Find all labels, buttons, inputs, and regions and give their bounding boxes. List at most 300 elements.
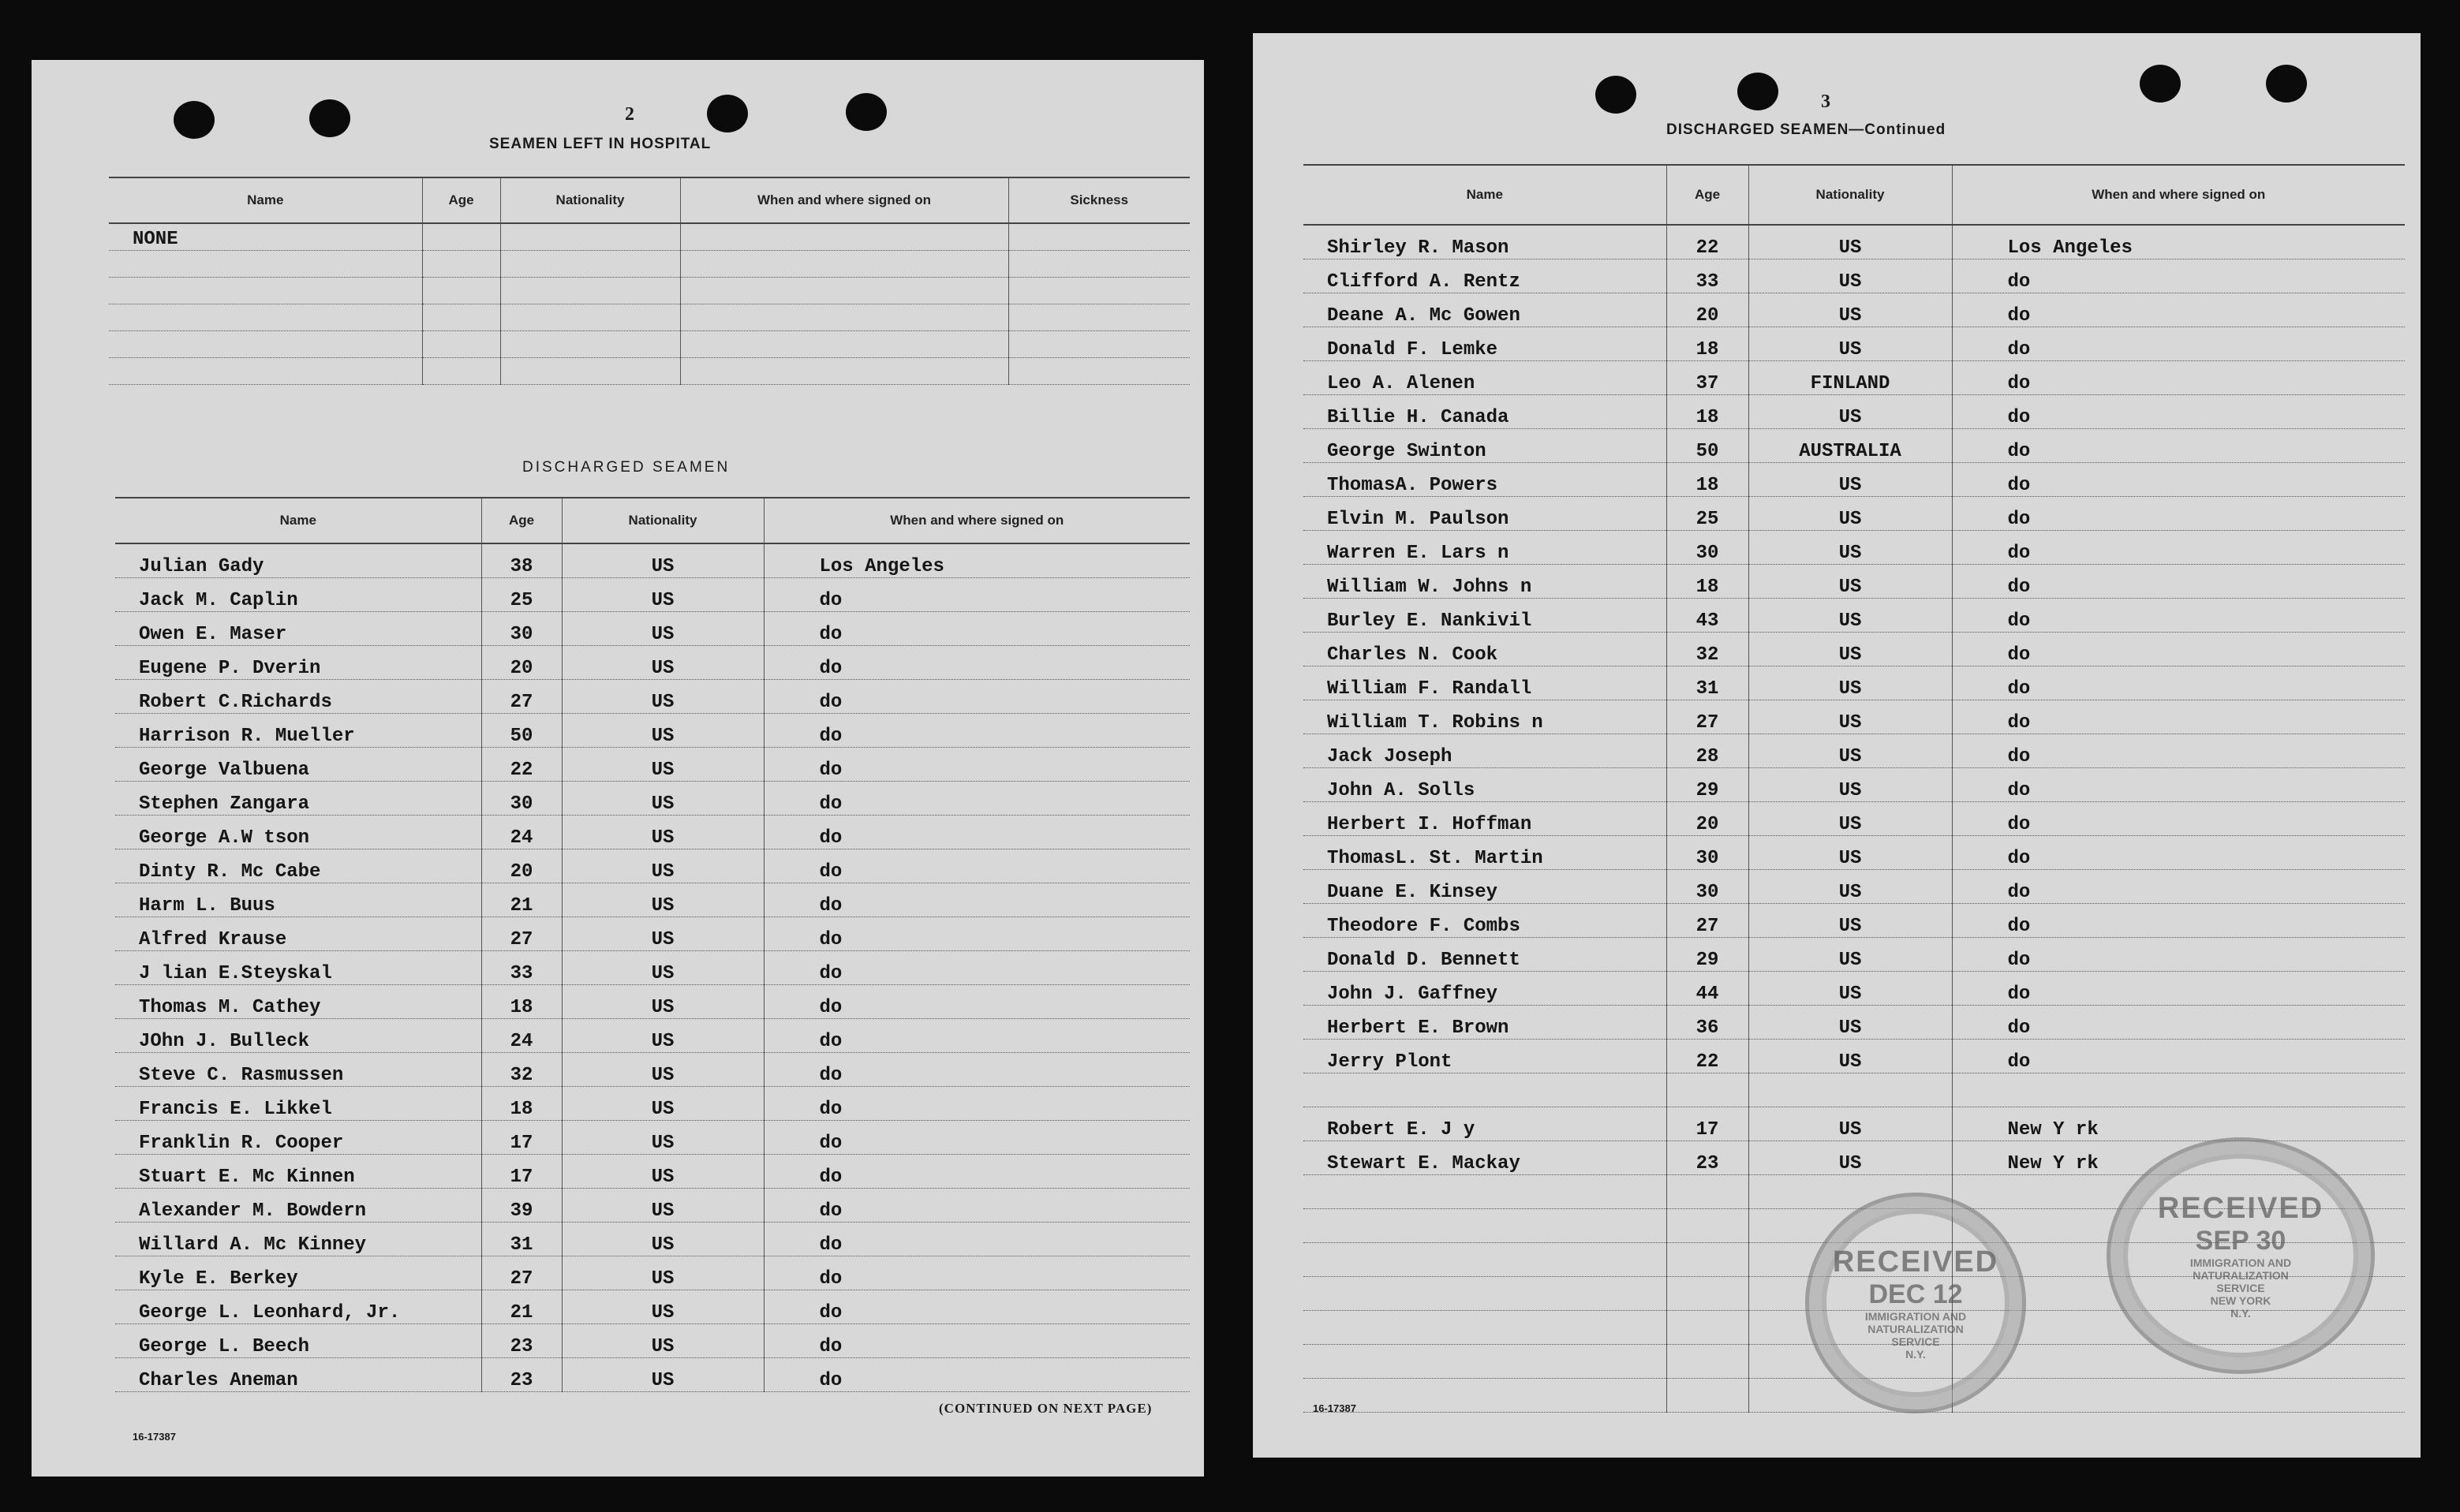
age-cell xyxy=(422,304,500,330)
age-cell xyxy=(1666,1378,1748,1412)
age-cell: 25 xyxy=(481,577,562,611)
name-cell: Harm L. Buus xyxy=(115,883,481,917)
table-row xyxy=(1303,293,2405,327)
signed-on-cell xyxy=(1952,1378,2405,1412)
age-cell: 21 xyxy=(481,883,562,917)
column-header: When and where signed on xyxy=(680,177,1008,223)
signed-on-cell: do xyxy=(764,611,1190,645)
age-cell: 43 xyxy=(1666,598,1748,632)
signed-on-cell: do xyxy=(764,883,1190,917)
table-row xyxy=(115,1188,1190,1222)
nationality-cell: US xyxy=(1748,835,1952,869)
signed-on-cell: do xyxy=(1952,937,2405,971)
signed-on-cell: do xyxy=(1952,1039,2405,1073)
name-cell: William F. Randall xyxy=(1303,666,1666,700)
name-cell: Robert E. J y xyxy=(1303,1107,1666,1141)
name-cell: Kyle E. Berkey xyxy=(115,1256,481,1290)
name-cell: Burley E. Nankivil xyxy=(1303,598,1666,632)
table-row xyxy=(109,304,1190,330)
nationality-cell: US xyxy=(1748,937,1952,971)
age-cell: 29 xyxy=(1666,937,1748,971)
nationality-cell: US xyxy=(1748,1039,1952,1073)
age-cell: 30 xyxy=(481,611,562,645)
binder-hole xyxy=(1595,76,1636,114)
table-row xyxy=(1303,564,2405,598)
table-row xyxy=(115,1222,1190,1256)
name-cell xyxy=(109,250,422,277)
age-cell: 23 xyxy=(481,1323,562,1357)
name-cell xyxy=(1303,1208,1666,1242)
table-row xyxy=(115,849,1190,883)
table-row xyxy=(1303,971,2405,1005)
age-cell: 23 xyxy=(1666,1141,1748,1174)
signed-on-cell: do xyxy=(1952,327,2405,360)
name-cell xyxy=(109,277,422,304)
name-cell: John A. Solls xyxy=(1303,767,1666,801)
table-row xyxy=(115,1018,1190,1052)
nationality-cell: US xyxy=(562,1256,764,1290)
sickness-cell xyxy=(1008,250,1190,277)
name-cell: Jack Joseph xyxy=(1303,734,1666,767)
age-cell: 23 xyxy=(481,1357,562,1391)
table-row xyxy=(115,747,1190,781)
name-cell: Herbert E. Brown xyxy=(1303,1005,1666,1039)
continued-note: (CONTINUED ON NEXT PAGE) xyxy=(939,1401,1153,1416)
table-row xyxy=(115,1086,1190,1120)
signed-on-cell xyxy=(680,330,1008,357)
name-cell: George A.W tson xyxy=(115,815,481,849)
age-cell: 24 xyxy=(481,815,562,849)
discharged-seamen-table-left xyxy=(115,497,1190,1392)
signed-on-cell: Los Angeles xyxy=(1952,225,2405,259)
age-cell: 37 xyxy=(1666,360,1748,394)
name-cell: Donald D. Bennett xyxy=(1303,937,1666,971)
nationality-cell xyxy=(500,223,680,250)
sickness-cell xyxy=(1008,223,1190,250)
stamp-agency xyxy=(2190,1256,2291,1320)
signed-on-cell: do xyxy=(764,645,1190,679)
nationality-cell: US xyxy=(562,679,764,713)
signed-on-cell: do xyxy=(1952,462,2405,496)
table-row xyxy=(115,883,1190,917)
stamp-agency xyxy=(1865,1310,1966,1361)
binder-hole xyxy=(309,99,350,137)
age-cell: 25 xyxy=(1666,496,1748,530)
name-cell: Charles Aneman xyxy=(115,1357,481,1391)
age-cell xyxy=(422,223,500,250)
name-cell: Stewart E. Mackay xyxy=(1303,1141,1666,1174)
nationality-cell: US xyxy=(562,1052,764,1086)
form-number: 16-17387 xyxy=(133,1431,176,1443)
age-cell: 20 xyxy=(481,645,562,679)
age-cell: 32 xyxy=(481,1052,562,1086)
table-row xyxy=(115,1323,1190,1357)
nationality-cell: US xyxy=(562,1290,764,1323)
signed-on-cell: do xyxy=(1952,1005,2405,1039)
table-row xyxy=(115,679,1190,713)
stamp-agency-line: NEW YORK xyxy=(2210,1294,2271,1307)
nationality-cell: US xyxy=(1748,903,1952,937)
age-cell: 39 xyxy=(481,1188,562,1222)
age-cell: 20 xyxy=(1666,801,1748,835)
age-cell: 21 xyxy=(481,1290,562,1323)
age-cell: 18 xyxy=(1666,394,1748,428)
discharged-section-title: DISCHARGED SEAMEN—Continued xyxy=(1666,121,1946,138)
name-cell: William T. Robins n xyxy=(1303,700,1666,734)
column-header: Nationality xyxy=(500,177,680,223)
table-row xyxy=(1303,835,2405,869)
signed-on-cell: do xyxy=(764,577,1190,611)
nationality-cell: US xyxy=(562,1120,764,1154)
age-cell: 17 xyxy=(481,1120,562,1154)
nationality-cell: US xyxy=(1748,1141,1952,1174)
table-row xyxy=(1303,1107,2405,1141)
signed-on-cell: do xyxy=(1952,293,2405,327)
name-cell: Leo A. Alenen xyxy=(1303,360,1666,394)
name-cell: Herbert I. Hoffman xyxy=(1303,801,1666,835)
name-cell: Stephen Zangara xyxy=(115,781,481,815)
table-row xyxy=(115,1290,1190,1323)
nationality-cell: US xyxy=(562,645,764,679)
name-cell: Alexander M. Bowdern xyxy=(115,1188,481,1222)
age-cell: 29 xyxy=(1666,767,1748,801)
name-cell xyxy=(1303,1073,1666,1107)
age-cell: 27 xyxy=(1666,903,1748,937)
age-cell xyxy=(1666,1073,1748,1107)
name-cell: Elvin M. Paulson xyxy=(1303,496,1666,530)
table-row xyxy=(115,1052,1190,1086)
nationality-cell: US xyxy=(1748,1005,1952,1039)
table-row xyxy=(1303,1073,2405,1107)
age-cell xyxy=(1666,1310,1748,1344)
table-row xyxy=(1303,734,2405,767)
name-cell: Donald F. Lemke xyxy=(1303,327,1666,360)
signed-on-cell: do xyxy=(764,1357,1190,1391)
age-cell: 28 xyxy=(1666,734,1748,767)
table-row xyxy=(115,611,1190,645)
age-cell: 36 xyxy=(1666,1005,1748,1039)
signed-on-cell: do xyxy=(764,1256,1190,1290)
name-cell: Stuart E. Mc Kinnen xyxy=(115,1154,481,1188)
signed-on-cell: do xyxy=(764,1154,1190,1188)
age-cell xyxy=(422,357,500,384)
nationality-cell: US xyxy=(1748,327,1952,360)
table-row xyxy=(109,250,1190,277)
age-cell: 50 xyxy=(481,713,562,747)
nationality-cell: US xyxy=(562,849,764,883)
table-row xyxy=(109,330,1190,357)
name-cell: Warren E. Lars n xyxy=(1303,530,1666,564)
table-row xyxy=(115,645,1190,679)
table-row xyxy=(109,277,1190,304)
discharged-section-title: DISCHARGED SEAMEN xyxy=(522,459,731,476)
signed-on-cell xyxy=(680,277,1008,304)
table-row xyxy=(115,1154,1190,1188)
sickness-cell xyxy=(1008,277,1190,304)
column-header: Name xyxy=(115,498,481,543)
table-row xyxy=(115,1120,1190,1154)
age-cell: 20 xyxy=(1666,293,1748,327)
signed-on-cell: do xyxy=(1952,394,2405,428)
signed-on-cell: do xyxy=(1952,598,2405,632)
signed-on-cell: New Y rk xyxy=(1952,1107,2405,1141)
column-header: Sickness xyxy=(1008,177,1190,223)
sickness-cell xyxy=(1008,304,1190,330)
nationality-cell: US xyxy=(562,1018,764,1052)
column-header: Name xyxy=(1303,165,1666,225)
signed-on-cell: do xyxy=(1952,259,2405,293)
signed-on-cell: do xyxy=(1952,428,2405,462)
signed-on-cell: do xyxy=(764,679,1190,713)
signed-on-cell: do xyxy=(764,1290,1190,1323)
nationality-cell: US xyxy=(1748,394,1952,428)
name-cell: Eugene P. Dverin xyxy=(115,645,481,679)
received-stamp xyxy=(2107,1137,2375,1374)
nationality-cell: US xyxy=(1748,734,1952,767)
nationality-cell xyxy=(500,250,680,277)
age-cell: 27 xyxy=(481,917,562,950)
name-cell: George L. Leonhard, Jr. xyxy=(115,1290,481,1323)
stamp-label: RECEIVED xyxy=(1832,1245,1999,1279)
signed-on-cell: do xyxy=(1952,496,2405,530)
name-cell: ThomasA. Powers xyxy=(1303,462,1666,496)
header-row xyxy=(109,177,1190,223)
stamp-agency-line: N.Y. xyxy=(1905,1348,1926,1361)
signed-on-cell: Los Angeles xyxy=(764,543,1190,577)
nationality-cell: US xyxy=(1748,496,1952,530)
nationality-cell: US xyxy=(562,543,764,577)
signed-on-cell: do xyxy=(1952,971,2405,1005)
signed-on-cell: do xyxy=(1952,801,2405,835)
signed-on-cell: do xyxy=(764,1018,1190,1052)
column-header: Age xyxy=(422,177,500,223)
age-cell: 30 xyxy=(1666,835,1748,869)
nationality-cell: US xyxy=(562,1154,764,1188)
stamp-agency-line: SERVICE xyxy=(1891,1335,1940,1348)
nationality-cell: US xyxy=(562,950,764,984)
column-header: When and where signed on xyxy=(1952,165,2405,225)
name-cell xyxy=(109,330,422,357)
signed-on-cell: do xyxy=(764,713,1190,747)
nationality-cell: US xyxy=(1748,767,1952,801)
signed-on-cell: do xyxy=(764,1052,1190,1086)
stamp-date: SEP 30 xyxy=(2195,1226,2286,1256)
column-header: Nationality xyxy=(1748,165,1952,225)
name-cell: Alfred Krause xyxy=(115,917,481,950)
binder-hole xyxy=(707,95,748,133)
name-cell: NONE xyxy=(109,223,422,250)
age-cell xyxy=(1666,1208,1748,1242)
age-cell: 18 xyxy=(1666,564,1748,598)
signed-on-cell: do xyxy=(1952,835,2405,869)
nationality-cell: US xyxy=(562,781,764,815)
table-row xyxy=(1303,327,2405,360)
left-page xyxy=(32,60,1204,1477)
name-cell: J lian E.Steyskal xyxy=(115,950,481,984)
table-row xyxy=(1303,428,2405,462)
age-cell: 33 xyxy=(481,950,562,984)
age-cell xyxy=(1666,1174,1748,1208)
table-row xyxy=(1303,937,2405,971)
signed-on-cell: do xyxy=(1952,530,2405,564)
nationality-cell: US xyxy=(1748,564,1952,598)
age-cell: 18 xyxy=(481,1086,562,1120)
nationality-cell: US xyxy=(1748,293,1952,327)
age-cell: 27 xyxy=(481,1256,562,1290)
nationality-cell xyxy=(1748,1073,1952,1107)
name-cell: Robert C.Richards xyxy=(115,679,481,713)
nationality-cell: US xyxy=(1748,971,1952,1005)
name-cell: Thomas M. Cathey xyxy=(115,984,481,1018)
name-cell: William W. Johns n xyxy=(1303,564,1666,598)
signed-on-cell: do xyxy=(764,815,1190,849)
table-row xyxy=(1303,767,2405,801)
header-row xyxy=(115,498,1190,543)
nationality-cell: US xyxy=(562,747,764,781)
name-cell: John J. Gaffney xyxy=(1303,971,1666,1005)
table-row xyxy=(115,781,1190,815)
name-cell: George L. Beech xyxy=(115,1323,481,1357)
nationality-cell: US xyxy=(1748,598,1952,632)
nationality-cell: US xyxy=(1748,225,1952,259)
nationality-cell: US xyxy=(1748,462,1952,496)
nationality-cell xyxy=(500,330,680,357)
name-cell: Willard A. Mc Kinney xyxy=(115,1222,481,1256)
age-cell: 30 xyxy=(481,781,562,815)
table-row xyxy=(1303,869,2405,903)
nationality-cell xyxy=(500,277,680,304)
signed-on-cell: do xyxy=(1952,734,2405,767)
header-row xyxy=(1303,165,2405,225)
signed-on-cell: do xyxy=(1952,564,2405,598)
stamp-agency-line: NATURALIZATION xyxy=(1867,1323,1964,1335)
table-row xyxy=(1303,462,2405,496)
age-cell: 22 xyxy=(1666,225,1748,259)
name-cell: ThomasL. St. Martin xyxy=(1303,835,1666,869)
age-cell: 17 xyxy=(481,1154,562,1188)
age-cell xyxy=(422,330,500,357)
table-row xyxy=(1303,632,2405,666)
age-cell: 18 xyxy=(1666,327,1748,360)
nationality-cell: US xyxy=(562,917,764,950)
name-cell xyxy=(1303,1242,1666,1276)
table-row xyxy=(115,543,1190,577)
form-number: 16-17387 xyxy=(1313,1402,1356,1414)
name-cell: Deane A. Mc Gowen xyxy=(1303,293,1666,327)
table-row xyxy=(109,223,1190,250)
nationality-cell: US xyxy=(1748,1107,1952,1141)
nationality-cell: US xyxy=(562,883,764,917)
name-cell xyxy=(109,357,422,384)
table-row xyxy=(1303,394,2405,428)
table-row xyxy=(1303,700,2405,734)
signed-on-cell: do xyxy=(1952,903,2405,937)
binder-hole xyxy=(846,93,887,131)
age-cell: 44 xyxy=(1666,971,1748,1005)
age-cell: 32 xyxy=(1666,632,1748,666)
name-cell: George Valbuena xyxy=(115,747,481,781)
column-header: Age xyxy=(1666,165,1748,225)
table-row xyxy=(1303,225,2405,259)
name-cell: Charles N. Cook xyxy=(1303,632,1666,666)
age-cell: 18 xyxy=(1666,462,1748,496)
table-row xyxy=(1303,1005,2405,1039)
name-cell: George Swinton xyxy=(1303,428,1666,462)
name-cell xyxy=(1303,1378,1666,1412)
signed-on-cell: do xyxy=(1952,767,2405,801)
name-cell xyxy=(109,304,422,330)
nationality-cell: US xyxy=(562,1222,764,1256)
binder-hole xyxy=(2266,65,2307,103)
signed-on-cell: do xyxy=(764,747,1190,781)
age-cell: 20 xyxy=(481,849,562,883)
page-number: 2 xyxy=(625,104,634,125)
age-cell: 31 xyxy=(1666,666,1748,700)
right-page xyxy=(1253,33,2421,1458)
signed-on-cell: do xyxy=(764,984,1190,1018)
nationality-cell: AUSTRALIA xyxy=(1748,428,1952,462)
age-cell: 31 xyxy=(481,1222,562,1256)
page-number: 3 xyxy=(1821,91,1830,112)
age-cell: 17 xyxy=(1666,1107,1748,1141)
table-row xyxy=(1303,496,2405,530)
name-cell: Owen E. Maser xyxy=(115,611,481,645)
nationality-cell: US xyxy=(1748,666,1952,700)
table-row xyxy=(115,713,1190,747)
age-cell: 24 xyxy=(481,1018,562,1052)
age-cell: 27 xyxy=(481,679,562,713)
age-cell xyxy=(1666,1242,1748,1276)
nationality-cell: US xyxy=(562,1188,764,1222)
stamp-agency-line: IMMIGRATION AND xyxy=(1864,1310,1967,1323)
table-row xyxy=(1303,598,2405,632)
signed-on-cell xyxy=(680,304,1008,330)
signed-on-cell: do xyxy=(764,1188,1190,1222)
table-row xyxy=(115,1357,1190,1391)
column-header: When and where signed on xyxy=(764,498,1190,543)
table-row xyxy=(1303,1039,2405,1073)
signed-on-cell: do xyxy=(1952,632,2405,666)
nationality-cell: US xyxy=(1748,632,1952,666)
hospital-section-title: SEAMEN LEFT IN HOSPITAL xyxy=(489,136,712,152)
name-cell xyxy=(1303,1174,1666,1208)
age-cell: 33 xyxy=(1666,259,1748,293)
nationality-cell: US xyxy=(562,713,764,747)
age-cell: 27 xyxy=(1666,700,1748,734)
stamp-date: DEC 12 xyxy=(1868,1279,1963,1309)
name-cell: JOhn J. Bulleck xyxy=(115,1018,481,1052)
nationality-cell: US xyxy=(562,1086,764,1120)
name-cell: Julian Gady xyxy=(115,543,481,577)
age-cell: 22 xyxy=(481,747,562,781)
name-cell: Clifford A. Rentz xyxy=(1303,259,1666,293)
hospital-table xyxy=(109,177,1190,385)
name-cell: Dinty R. Mc Cabe xyxy=(115,849,481,883)
table-row xyxy=(1303,666,2405,700)
age-cell: 50 xyxy=(1666,428,1748,462)
nationality-cell: US xyxy=(1748,801,1952,835)
table-row xyxy=(115,917,1190,950)
table-row xyxy=(1303,530,2405,564)
column-header: Age xyxy=(481,498,562,543)
stamp-agency-line: SERVICE xyxy=(2216,1282,2265,1294)
table-row xyxy=(1303,903,2405,937)
nationality-cell: US xyxy=(562,984,764,1018)
nationality-cell: US xyxy=(1748,530,1952,564)
binder-hole xyxy=(2140,65,2181,103)
age-cell: 38 xyxy=(481,543,562,577)
age-cell: 18 xyxy=(481,984,562,1018)
